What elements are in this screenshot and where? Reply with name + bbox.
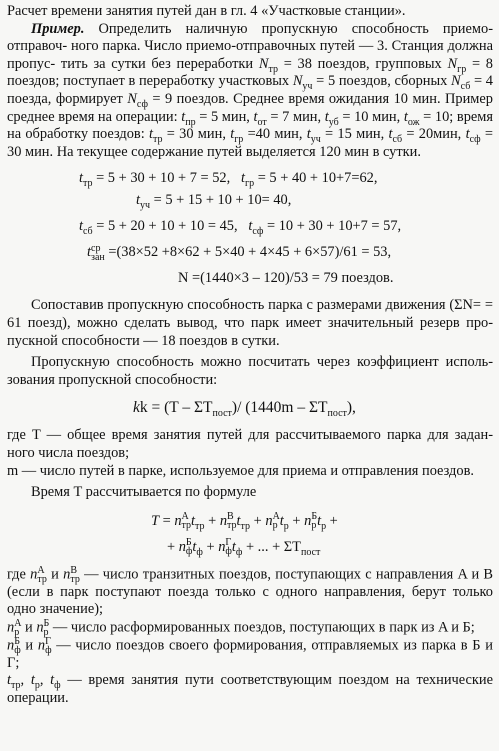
paragraph-m-definition: m — число путей в парке, используемое для приема и отправления поездов. — [7, 462, 474, 479]
formula-t-tr: $t_{тр} = 5 + 30 + 10 + 7 = 52$, $t_{гр} = 5 + 40 + 10+7=62$, — [79, 170, 378, 190]
formula-t-uch: $t_{уч} = 5 + 15 + 10 + 10= 40$, — [136, 192, 292, 212]
formula-t-line2: + n Б ф $t_ф + n$ Г ф $t_ф$ + ... + $\Sigma T_{пост}$ — [167, 537, 321, 558]
formula-t-zan: t ср зан =(38×52 +8×62 + 5×40 + 4×45 + 6×57)/61 = 53, — [87, 243, 392, 264]
paragraph-t-ops: $t_{тр}$, $t_р$, $t_ф$ — время занятия пути соответствующим поездом на технические операции. — [7, 672, 493, 707]
intro-text: Расчет времени занятия путей дан в гл. 4 «Участковые станции». — [7, 3, 406, 19]
formula-t-line1: T = n A тр $t_{тр} + n$ B тр $t_{тр} + n$ A р $t_р + n$ Б р $t_р$ + — [151, 511, 338, 532]
paragraph-n-r: n A р и n Б р — число расформированных поездов, поступающих в парк из A и Б; — [7, 617, 475, 638]
example-label: Пример. — [31, 20, 85, 37]
formula-n: N =(1440×3 – 120)/53 = 79 поездов. — [178, 270, 394, 287]
paragraph-n-f: n Б ф и n Г ф — число поездов своего формирования, отправляемых из парка в Б и Г; — [7, 635, 493, 671]
paragraph-capacity-reserve: Сопоставив пропускную способность парка с размерами движения (ΣN= = 61 поезд), можно сделать вывод, что парк имеет значительный резерв про- пускной способности — 18 поездов в сутки. — [7, 297, 493, 349]
example-paragraph: Пример. Определить наличную пропускную способность приемо-отправоч- ного парка. Число приемо-отправочных путей — 3. Станция должна пропус- тить за сутки без переработки $N_{тр} = 38$ поездов, групповых $N_{гр} = 8$ поездов; поступает в переработку участковых $N_{уч} = 5$ поездов, сборных $N_{сб} = 4$ поезда, формирует $N_{сф} = 9$ поездов. Среднее время ожидания 10 мин. Пример среднее время на операции: $t_{пр} = 5$ мин, $t_{от} = 7$ мин, $t_{уб} = 10$ мин, $t_{ож} = 10$; время на обработку поездов: $t_{тр} = 30$ мин, $t_{гр} =40$ мин, $t_{уч} = 15$ мин, $t_{сб} = 20мин$, $t_{сф} = 30$ мин. На текущее содержание путей выделяется 120 мин в сутки. — [7, 20, 494, 160]
paragraph-time-formula-intro: Время T рассчитывается по формуле — [31, 484, 257, 501]
paragraph-capacity-coefficient: Пропускную способность можно посчитать через коэффициент исполь- зования пропускной способности: — [7, 354, 493, 388]
paragraph-t-definition: где T — общее время занятия путей для рассчитываемого парка для задан- ного числа поездов; — [7, 427, 493, 461]
paragraph-n-tr: где n A тр и n B тр — число транзитных поездов, поступающих с направления A и B (если в парк поступают поезда только с одного направления, берут только одно значение); — [7, 564, 494, 618]
formula-k: kk = $(T - \Sigma T_{пост})/$ $(1440m - \Sigma T_{пост})$, — [133, 399, 356, 420]
formula-t-sb: $t_{сб} = 5 + 20 + 10 + 10 = 45$, $t_{сф} = 10 + 30 + 10+7 = 57$, — [79, 218, 402, 238]
